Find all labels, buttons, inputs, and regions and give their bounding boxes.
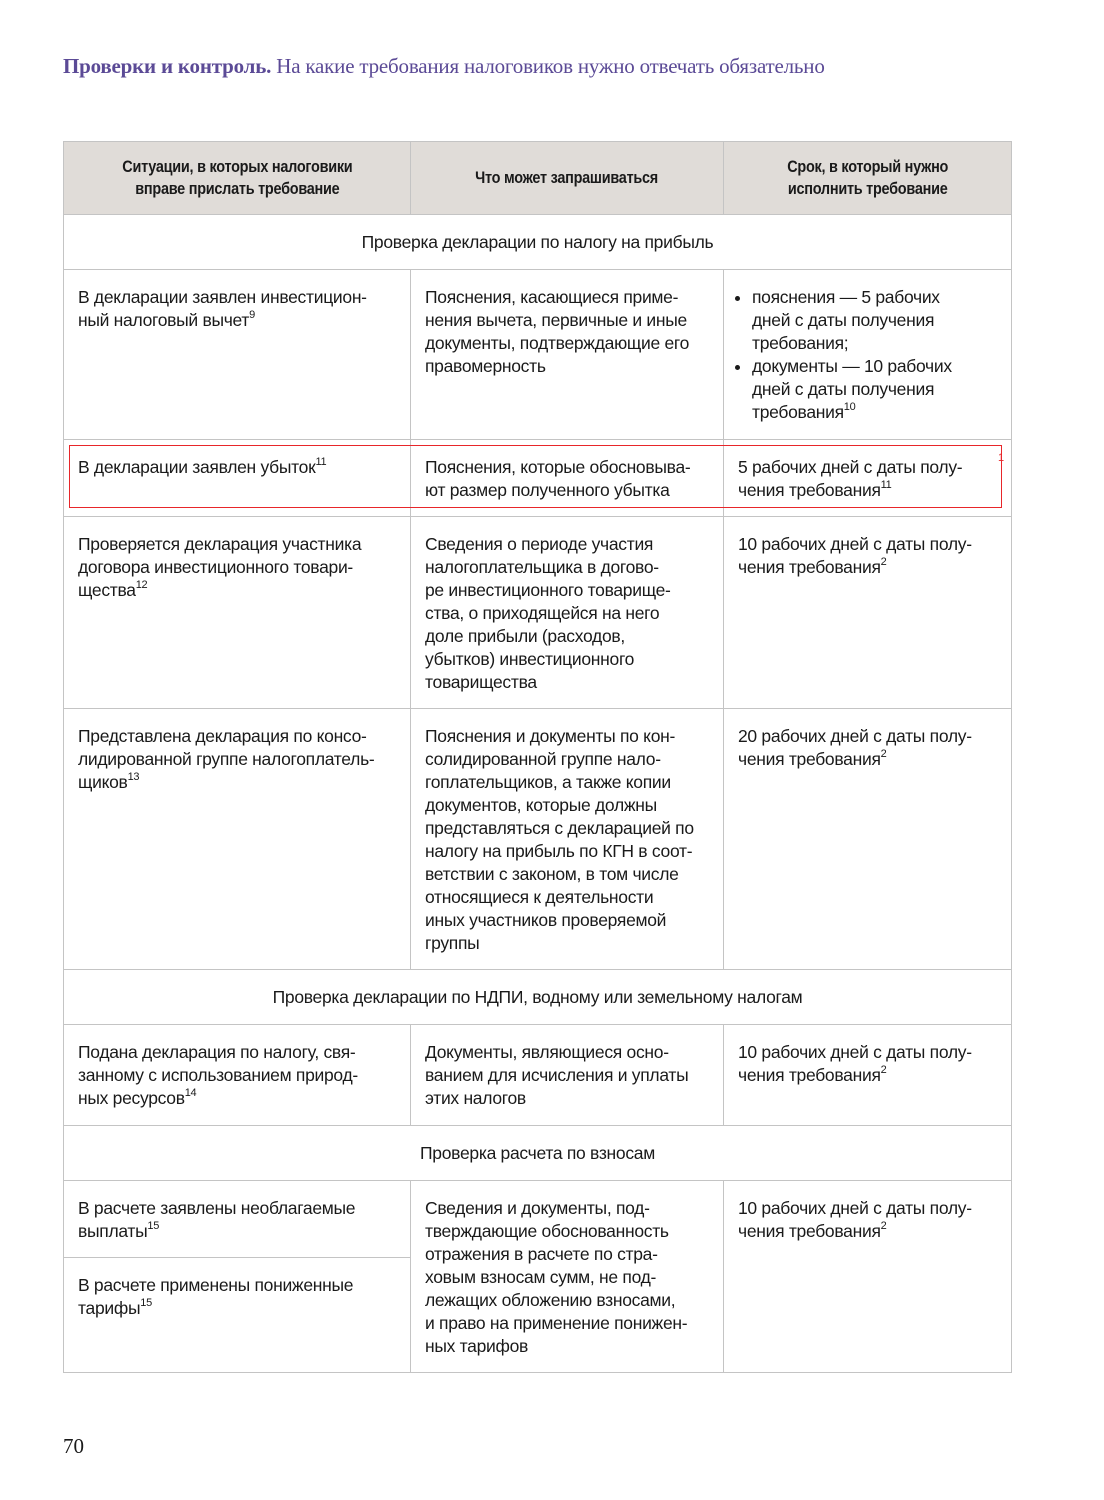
footnote-ref: 10 <box>843 401 856 413</box>
deadline-item: • пояснения — 5 рабочих дней с даты получения требования; <box>752 286 997 355</box>
footnote-ref: 2 <box>880 556 887 568</box>
situation: В декларации заявлен убыток <box>78 457 316 477</box>
request: Пояснения и документы по кон- солидированной группе нало- гоплательщиков, а также копии документов, которые должны представляться с декларацией по налогу на прибыль по КГН в соот- ветствии с законом, в том числе относящиеся к деятельности иных участников проверяемой группы <box>425 726 694 953</box>
section-header: Проверка расчета по взносам <box>64 1126 1012 1181</box>
deadline-item: • документы — 10 рабочих дней с даты получения требования$^{10}$ <box>752 355 997 424</box>
footnote-ref: 15 <box>140 1297 152 1309</box>
deadline: 10 рабочих дней с даты полу- чения требования <box>738 534 972 577</box>
footnote-ref: 11 <box>880 479 892 491</box>
footnote-ref: 2 <box>880 748 887 760</box>
section-header: Проверка декларации по НДПИ, водному или земельному налогам <box>64 970 1012 1025</box>
table-row <box>64 517 1012 709</box>
footnote-ref: 11 <box>315 456 327 468</box>
request: Сведения о периоде участия налогоплательщика в догово- ре инвестиционного товарище- ства, о приходящейся на него доле прибыли (расходов, убытков) инвестиционного товарищества <box>425 534 671 692</box>
table-row <box>64 270 1012 440</box>
deadline: 10 рабочих дней с даты полу- чения требования <box>738 1042 972 1085</box>
situation: Подана декларация по налогу, свя- занному с использованием природ- ных ресурсов <box>78 1042 358 1108</box>
page-title <box>63 54 825 79</box>
situation: В расчете заявлены необлагаемые выплаты <box>78 1198 356 1241</box>
table-row <box>64 1181 1012 1258</box>
title-rest: На какие требования налоговиков нужно отвечать обязательно <box>276 54 825 78</box>
column-header-deadline: Срок, в который нужно исполнить требование <box>724 142 1012 215</box>
footnote-ref: 2 <box>880 1064 887 1076</box>
footnote-ref: 9 <box>249 309 255 321</box>
request: Пояснения, касающиеся приме- нения вычета, первичные и иные документы, подтверждающие его правомерность <box>425 287 690 376</box>
column-header-situation: Ситуации, в которых налоговики вправе прислать требование <box>64 142 411 215</box>
request: Сведения и документы, под- тверждающие обоснованность отражения в расчете по стра- ховым взносам сумм, не под- лежащих обложению взносами, и право на применение понижен- ных тарифов <box>425 1198 688 1356</box>
requirements-table <box>63 141 1012 1373</box>
table-header <box>64 142 1012 215</box>
footnote-ref: 12 <box>135 579 148 591</box>
page-number: 70 <box>63 1434 84 1458</box>
section-header: Проверка декларации по налогу на прибыль <box>64 215 1012 270</box>
footnote-ref: 14 <box>184 1087 197 1099</box>
situation: Представлена декларация по консо- лидированной группе налогоплатель- щиков <box>78 726 375 792</box>
request: Документы, являющиеся осно- ванием для исчисления и уплаты этих налогов <box>425 1042 689 1108</box>
situation: В расчете применены пониженные тарифы <box>78 1275 354 1318</box>
highlight-label: 1 <box>998 452 1005 464</box>
request: Пояснения, которые обосновыва- ют размер полученного убытка <box>425 457 691 500</box>
highlight-box <box>69 445 1005 508</box>
deadline: 20 рабочих дней с даты полу- чения требования <box>738 726 972 769</box>
table-row <box>64 709 1012 970</box>
deadline: 5 рабочих дней с даты полу- чения требования <box>738 457 963 500</box>
column-header-request: Что может запрашиваться <box>411 142 724 215</box>
footnote-ref: 15 <box>147 1220 160 1232</box>
situation: В декларации заявлен инвестицион- ный налоговый вычет <box>78 287 367 330</box>
deadline-list <box>738 286 997 424</box>
footnote-ref: 13 <box>127 771 140 783</box>
deadline: 10 рабочих дней с даты полу- чения требования <box>738 1198 972 1241</box>
table-row <box>64 1025 1012 1126</box>
footnote-ref: 2 <box>880 1220 887 1232</box>
title-bold: Проверки и контроль. <box>63 54 272 78</box>
situation: Проверяется декларация участника договора инвестиционного товари- щества <box>78 534 362 600</box>
